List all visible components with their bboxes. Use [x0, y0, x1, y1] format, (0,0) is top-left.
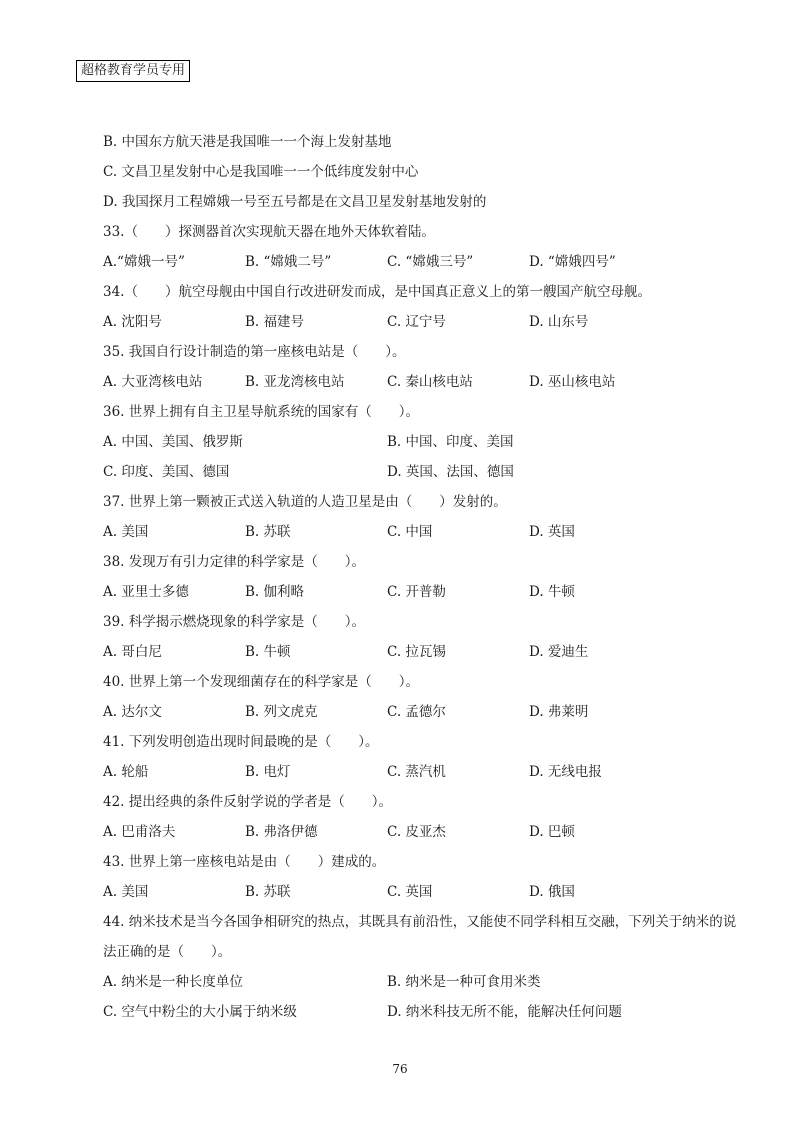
options-row	[103, 307, 723, 337]
options-row	[103, 247, 723, 277]
option-item: A. 沈阳号	[103, 314, 162, 330]
option-item: C. 中国	[387, 524, 433, 540]
options-row	[103, 517, 723, 547]
option-item: C. 秦山核电站	[387, 374, 473, 390]
option-item: C. 孟德尔	[387, 704, 446, 720]
option-item: A. 纳米是一种长度单位	[103, 974, 243, 990]
option-item: B. 列文虎克	[245, 704, 318, 720]
options-row	[103, 997, 723, 1027]
options-row	[103, 697, 723, 727]
option-item: B. 弗洛伊德	[245, 824, 318, 840]
option-item: B. 福建号	[245, 314, 305, 330]
option-item: D. 英国、法国、德国	[387, 464, 514, 480]
option-item: A.“嫦娥一号”	[103, 254, 185, 270]
option-item: A. 大亚湾核电站	[103, 374, 203, 390]
option-item: D. 山东号	[529, 314, 589, 330]
option-item: B. 纳米是一种可食用米类	[387, 974, 541, 990]
question-line: 法正确的是（ ）。	[103, 944, 232, 960]
options-row	[103, 967, 723, 997]
option-item: A. 轮船	[103, 764, 149, 780]
option-item: D. 纳米科技无所不能，能解决任何问题	[387, 1004, 622, 1020]
option-item: C. 开普勒	[387, 584, 446, 600]
option-item: A. 美国	[103, 524, 149, 540]
option-item: D. “嫦娥四号”	[529, 254, 616, 270]
option-item: D. 无线电报	[529, 764, 602, 780]
question-line: 40. 世界上第一个发现细菌存在的科学家是（ ）。	[103, 674, 420, 690]
option-item: D. 爱迪生	[529, 644, 589, 660]
options-row	[103, 757, 723, 787]
question-line: 43. 世界上第一座核电站是由（ ）建成的。	[103, 854, 386, 870]
option-item: A. 巴甫洛夫	[103, 824, 176, 840]
option-item: C. 辽宁号	[387, 314, 446, 330]
option-item: B. 中国、印度、美国	[387, 434, 514, 450]
option-item: B. “嫦娥二号”	[245, 254, 332, 270]
options-row	[103, 817, 723, 847]
option-item: B. 亚龙湾核电站	[245, 374, 345, 390]
option-item: C. 空气中粉尘的大小属于纳米级	[103, 1004, 297, 1020]
options-row	[103, 367, 723, 397]
options-row	[103, 877, 723, 907]
question-line: 34.（ ）航空母舰由中国自行改进研发而成，是中国真正意义上的第一艘国产航空母舰。	[103, 284, 651, 300]
header-badge: 超格教育学员专用	[76, 60, 190, 82]
option-item: C. 拉瓦锡	[387, 644, 446, 660]
option-item: D. 俄国	[529, 884, 575, 900]
option-item: B. 苏联	[245, 524, 291, 540]
option-item: D. 英国	[529, 524, 575, 540]
option-item: D. 巴顿	[529, 824, 575, 840]
question-line: 39. 科学揭示燃烧现象的科学家是（ ）。	[103, 614, 366, 630]
option-item: A. 哥白尼	[103, 644, 162, 660]
option-item: C. 蒸汽机	[387, 764, 446, 780]
question-line: 44. 纳米技术是当今各国争相研究的热点，其既具有前沿性，又能使不同学科相互交融，下列关于纳米的说	[103, 914, 737, 930]
option-item: D. 弗莱明	[529, 704, 589, 720]
question-line: 38. 发现万有引力定律的科学家是（ ）。	[103, 554, 366, 570]
option-item: C. 印度、美国、德国	[103, 464, 230, 480]
option-item: C. 皮亚杰	[387, 824, 446, 840]
page-number: 76	[392, 1062, 408, 1076]
question-line: B. 中国东方航天港是我国唯一一个海上发射基地	[103, 134, 392, 150]
option-item: A. 美国	[103, 884, 149, 900]
question-line: 37. 世界上第一颗被正式送入轨道的人造卫星是由（ ）发射的。	[103, 494, 507, 510]
question-line: 33.（ ）探测器首次实现航天器在地外天体软着陆。	[103, 224, 435, 240]
option-item: C. “嫦娥三号”	[387, 254, 474, 270]
option-item: B. 伽利略	[245, 584, 305, 600]
question-line: 41. 下列发明创造出现时间最晚的是（ ）。	[103, 734, 379, 750]
options-row	[103, 577, 723, 607]
option-item: C. 英国	[387, 884, 433, 900]
options-row	[103, 457, 723, 487]
option-item: B. 牛顿	[245, 644, 291, 660]
options-row	[103, 427, 723, 457]
option-item: B. 苏联	[245, 884, 291, 900]
option-item: B. 电灯	[245, 764, 291, 780]
option-item: A. 亚里士多德	[103, 584, 189, 600]
options-row	[103, 637, 723, 667]
question-line: 36. 世界上拥有自主卫星导航系统的国家有（ ）。	[103, 404, 420, 420]
option-item: A. 中国、美国、俄罗斯	[103, 434, 243, 450]
question-line: 42. 提出经典的条件反射学说的学者是（ ）。	[103, 794, 393, 810]
question-line: 35. 我国自行设计制造的第一座核电站是（ ）。	[103, 344, 406, 360]
question-list	[103, 127, 737, 1027]
option-item: D. 牛顿	[529, 584, 575, 600]
option-item: D. 巫山核电站	[529, 374, 616, 390]
question-line: D. 我国探月工程嫦娥一号至五号都是在文昌卫星发射基地发射的	[103, 194, 487, 210]
question-line: C. 文昌卫星发射中心是我国唯一一个低纬度发射中心	[103, 164, 419, 180]
option-item: A. 达尔文	[103, 704, 162, 720]
